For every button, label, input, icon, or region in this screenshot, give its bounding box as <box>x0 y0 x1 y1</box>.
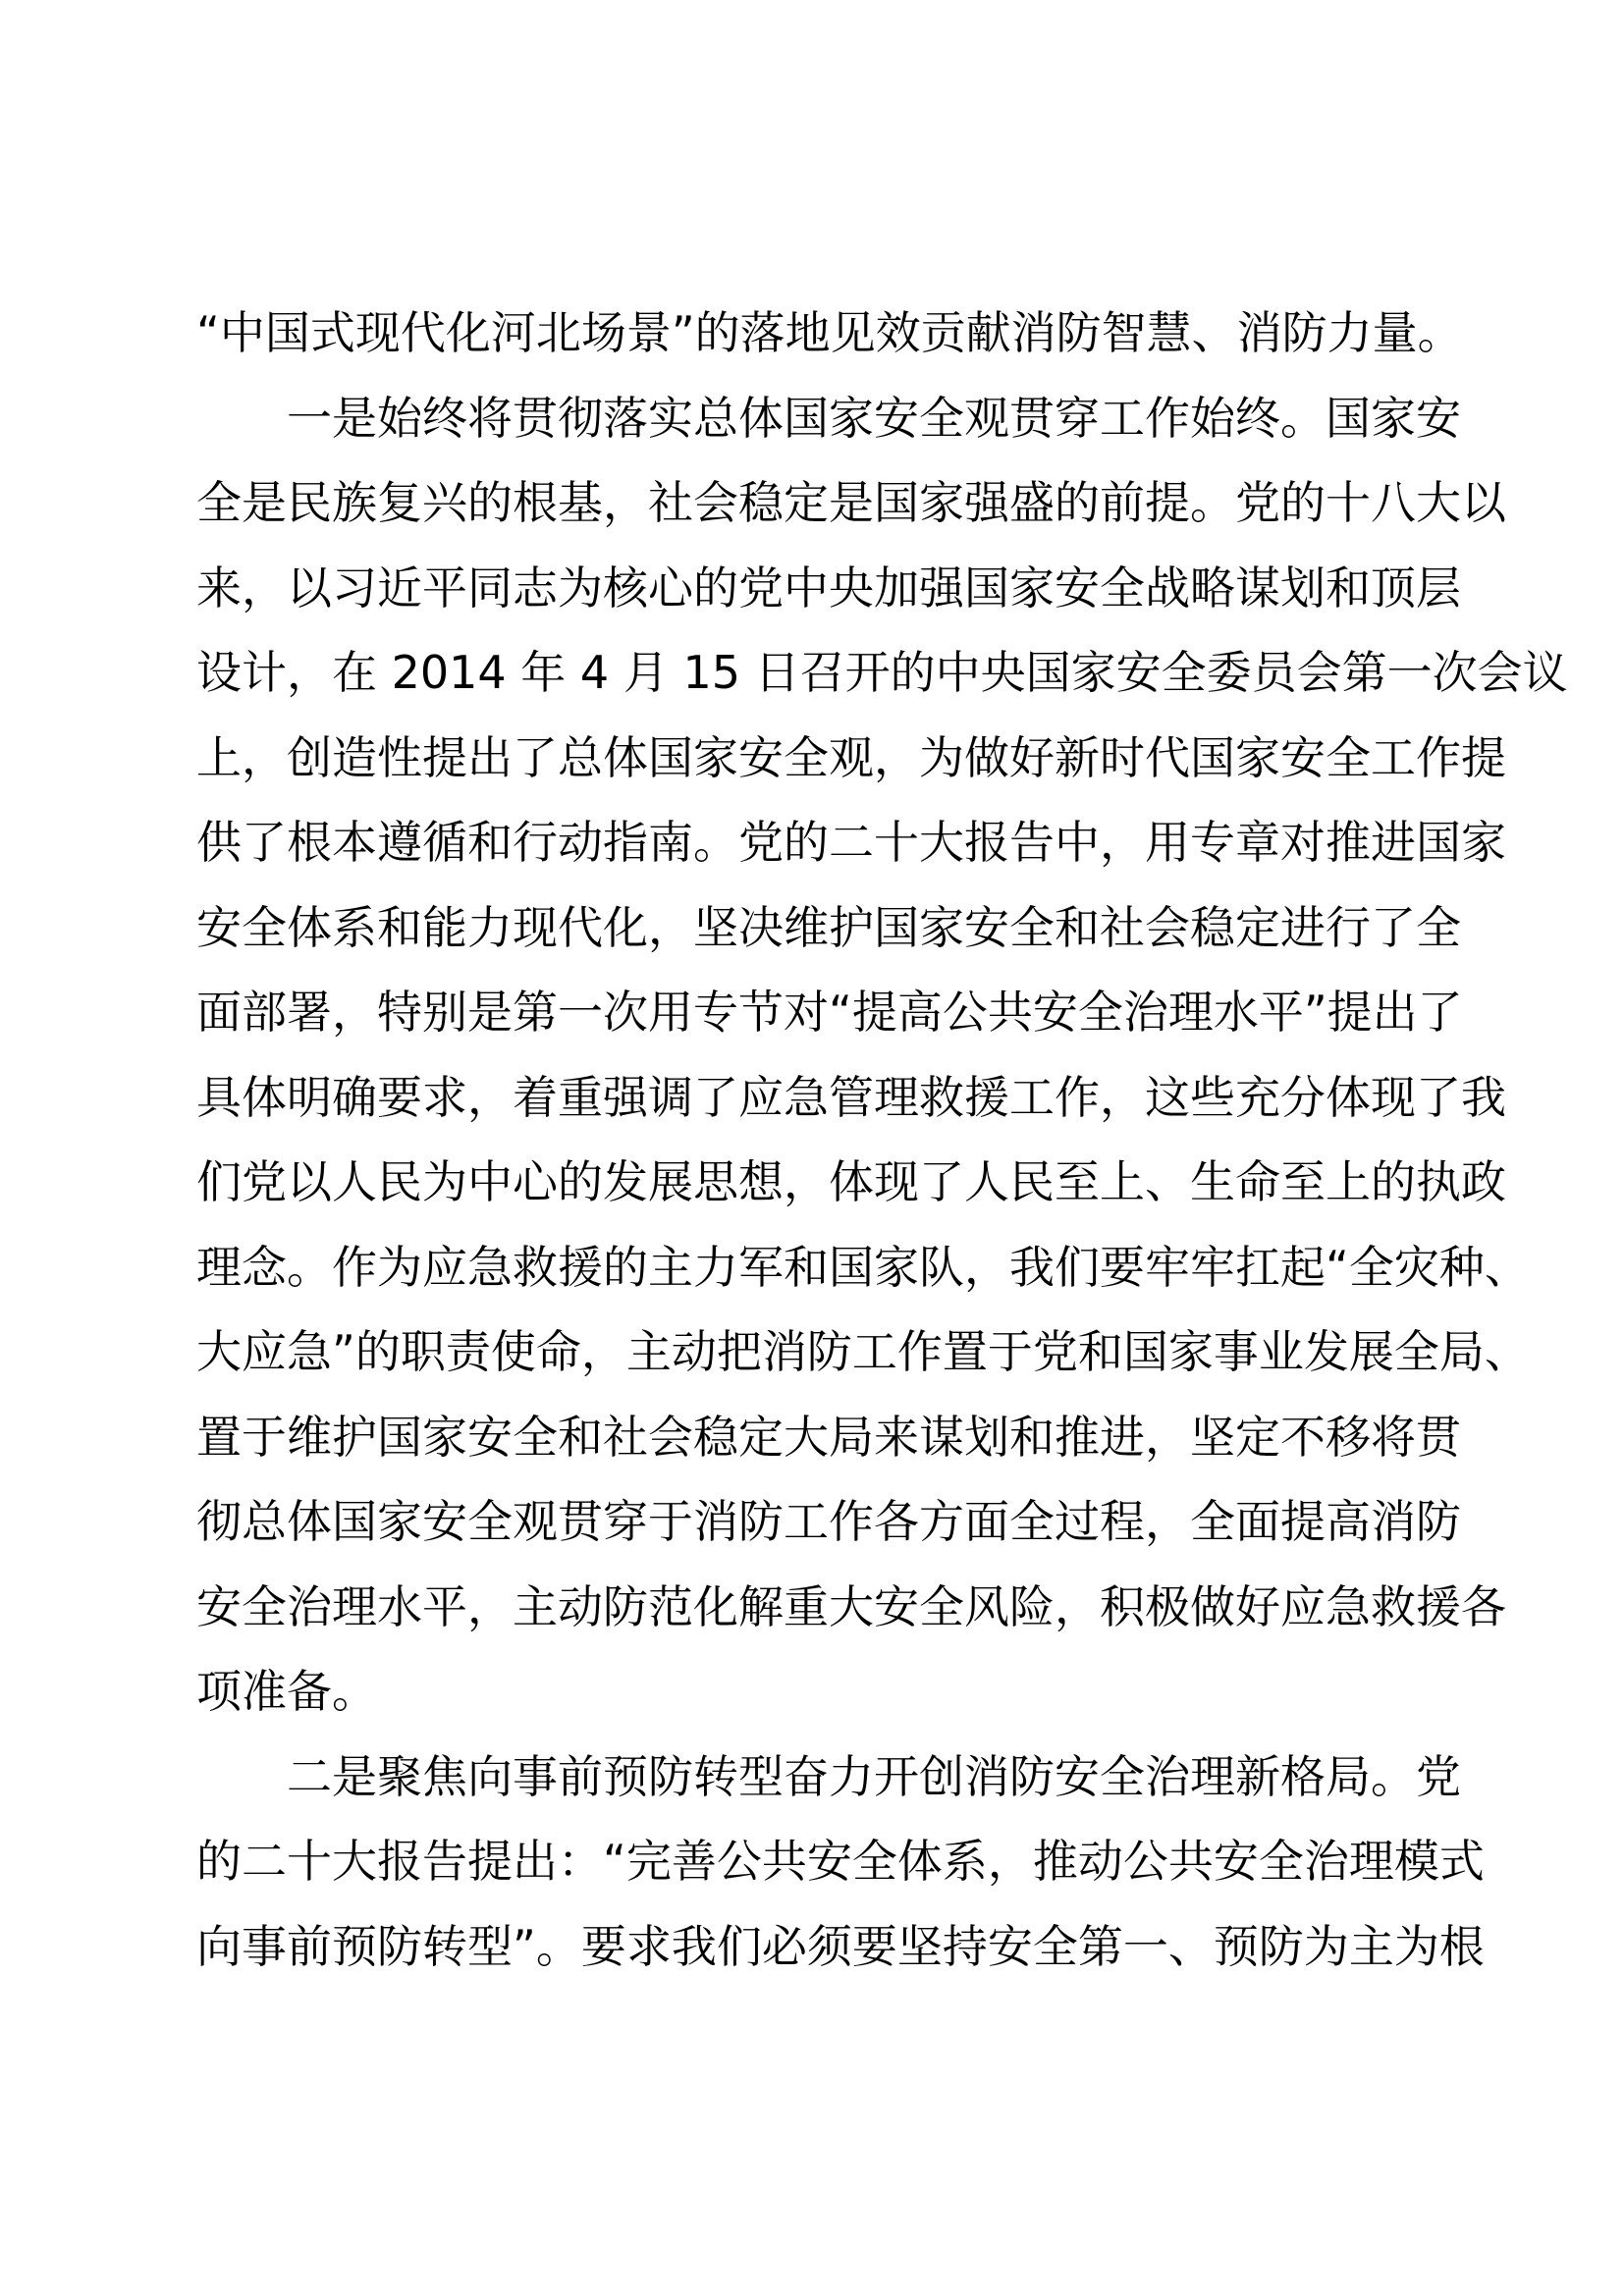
text-line: 大应急”的职责使命，主动把消防工作置于党和国家事业发展全局、 <box>196 1325 1530 1378</box>
text-line: 们党以人民为中心的发展思想，体现了人民至上、生命至上的执政 <box>196 1155 1506 1208</box>
text-line: 向事前预防转型”。要求我们必须要坚持安全第一、预防为主为根 <box>196 1919 1485 1973</box>
text-line: 供了根本遵循和行动指南。党的二十大报告中，用专章对推进国家 <box>196 816 1506 869</box>
text-line: 安全体系和能力现代化，坚决维护国家安全和社会稳定进行了全 <box>196 900 1461 954</box>
text-line: 彻总体国家安全观贯穿于消防工作各方面全过程，全面提高消防 <box>196 1495 1461 1548</box>
paragraph-start-line: 一是始终将贯彻落实总体国家安全观贯穿工作始终。国家安 <box>287 391 1461 445</box>
text-line: 具体明确要求，着重强调了应急管理救援工作，这些充分体现了我 <box>196 1070 1506 1124</box>
text-line: “中国式现代化河北场景”的落地见效贡献消防智慧、消防力量。 <box>196 306 1463 359</box>
text-line: 设计，在 2014 年 4 月 15 日召开的中央国家安全委员会第一次会议 <box>196 646 1568 699</box>
text-line: 理念。作为应急救援的主力军和国家队，我们要牢牢扛起“全灾种、 <box>196 1240 1530 1294</box>
paragraph-start-line: 二是聚焦向事前预防转型奋力开创消防安全治理新格局。党 <box>287 1749 1461 1803</box>
text-line: 的二十大报告提出：“完善公共安全体系，推动公共安全治理模式 <box>196 1835 1485 1888</box>
body-text <box>196 291 1568 1989</box>
text-line: 项准备。 <box>196 1665 377 1718</box>
text-line: 上，创造性提出了总体国家安全观，为做好新时代国家安全工作提 <box>196 730 1506 784</box>
text-line: 全是民族复兴的根基，社会稳定是国家强盛的前提。党的十八大以 <box>196 476 1506 529</box>
text-line: 面部署，特别是第一次用专节对“提高公共安全治理水平”提出了 <box>196 986 1463 1039</box>
text-line: 置于维护国家安全和社会稳定大局来谋划和推进，坚定不移将贯 <box>196 1410 1461 1464</box>
text-line: 来，以习近平同志为核心的党中央加强国家安全战略谋划和顶层 <box>196 561 1461 614</box>
text-line: 安全治理水平，主动防范化解重大安全风险，积极做好应急救援各 <box>196 1579 1506 1633</box>
